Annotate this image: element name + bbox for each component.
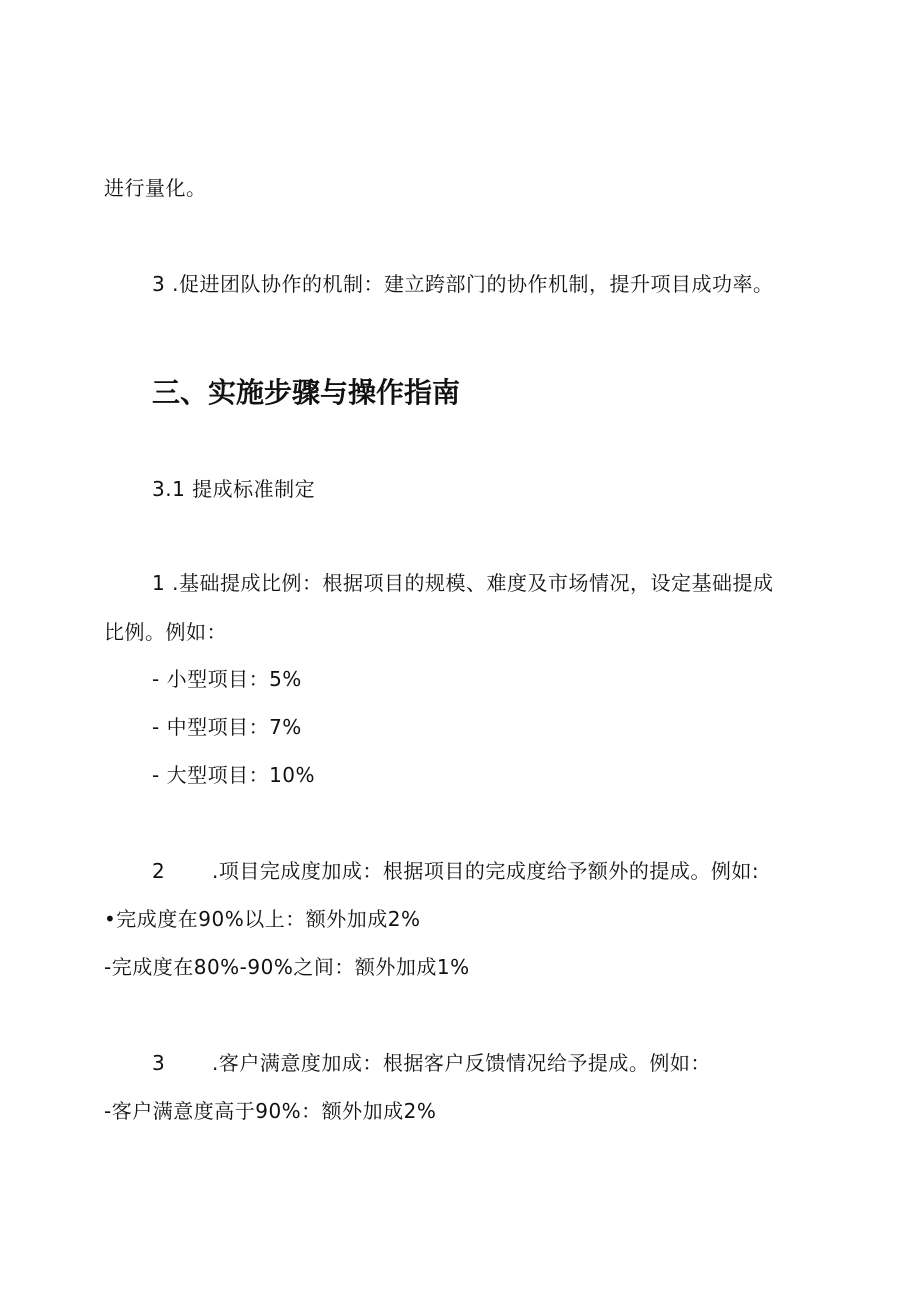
list-item-satisfaction-bonus: [152, 1050, 711, 1076]
bullet-small-project: - 小型项目：5%: [152, 667, 302, 691]
list-item-completion-bonus: [152, 858, 759, 884]
list-number: 2: [152, 859, 166, 883]
bullet-completion-80-90: -完成度在80%-90%之间：额外加成1%: [104, 955, 470, 979]
paragraph-continuation: 进行量化。: [104, 176, 207, 200]
bullet-medium-project: - 中型项目：7%: [152, 715, 302, 739]
bullet-satisfaction-90: -客户满意度高于90%：额外加成2%: [104, 1099, 437, 1123]
bullet-completion-90: •完成度在90%以上：额外加成2%: [104, 907, 421, 931]
bullet-large-project: - 大型项目：10%: [152, 763, 316, 787]
list-item-base-commission-cont: 比例。例如：: [104, 620, 227, 644]
subsection-heading: 3.1 提成标准制定: [152, 477, 316, 501]
list-item-teamwork: 3 .促进团队协作的机制：建立跨部门的协作机制，提升项目成功率。: [152, 272, 774, 296]
list-text: .项目完成度加成：根据项目的完成度给予额外的提成。例如:: [212, 859, 760, 883]
list-number: 3: [152, 1051, 166, 1075]
section-heading: 三、实施步骤与操作指南: [152, 376, 461, 409]
list-item-base-commission: 1 .基础提成比例：根据项目的规模、难度及市场情况，设定基础提成: [152, 571, 774, 595]
list-text: .客户满意度加成：根据客户反馈情况给予提成。例如：: [212, 1051, 711, 1075]
